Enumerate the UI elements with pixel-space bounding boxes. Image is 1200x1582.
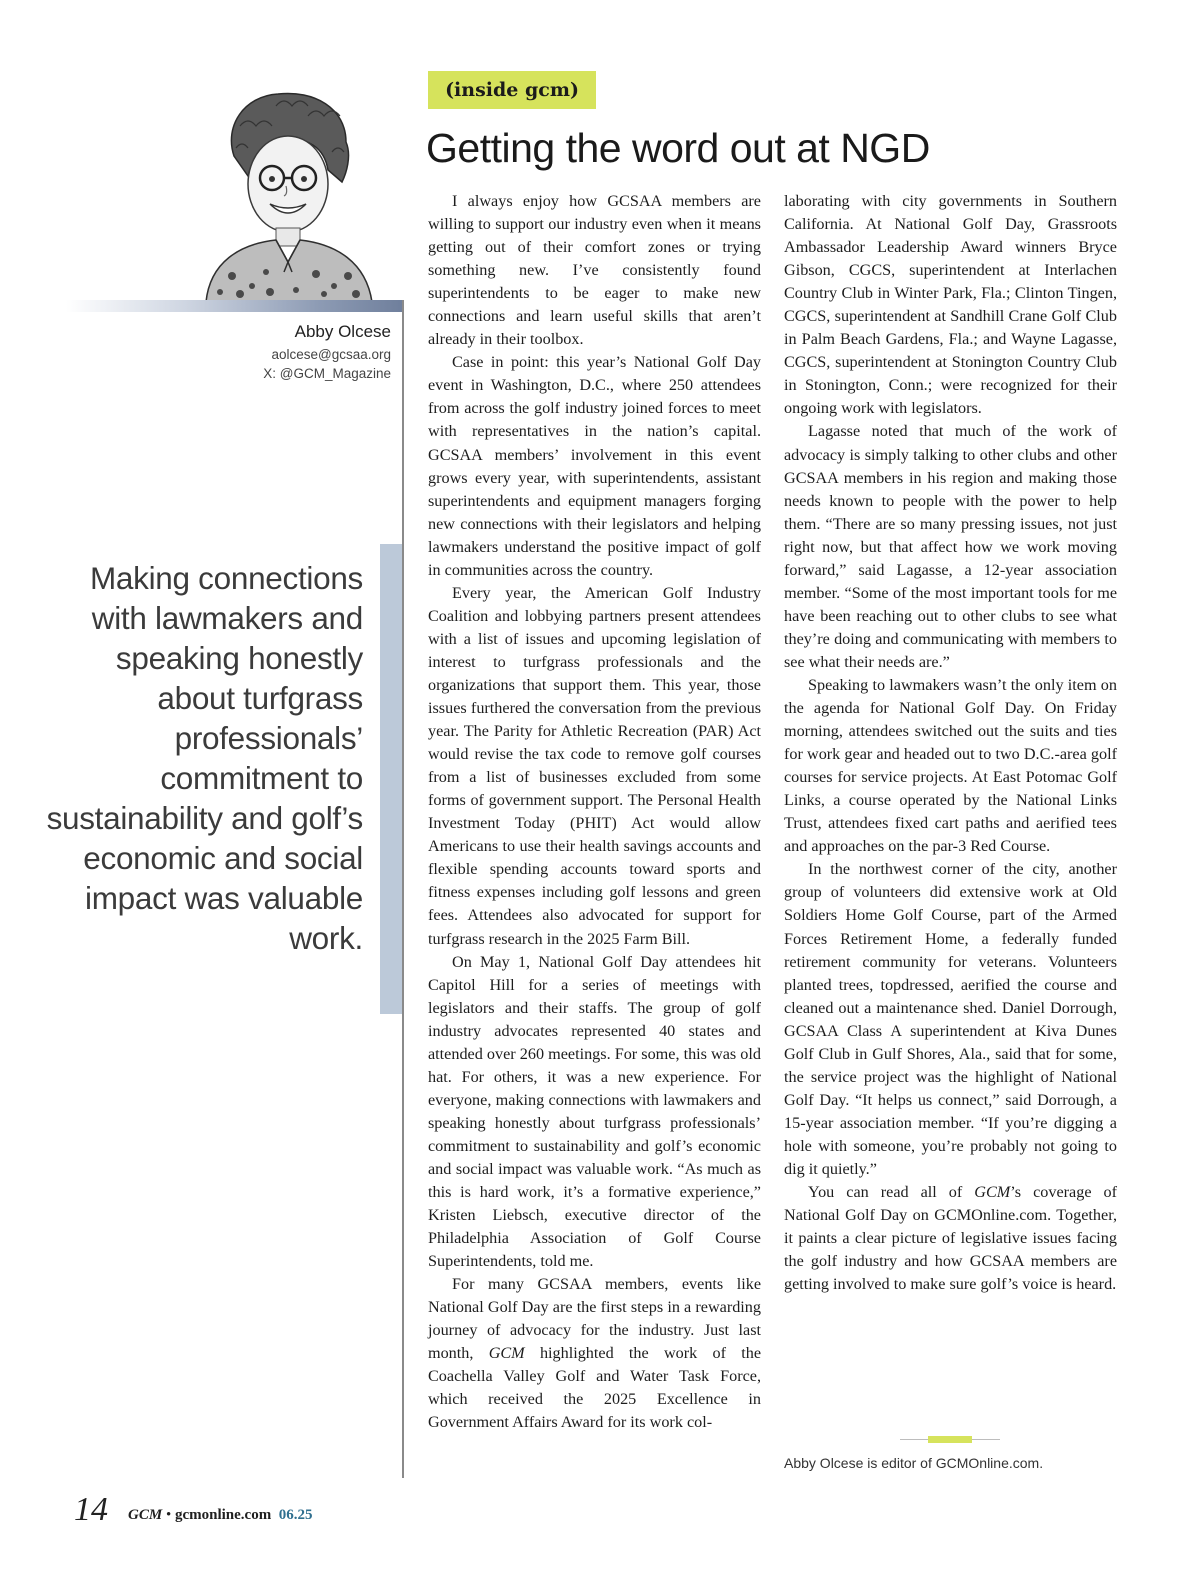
paragraph: I always enjoy how GCSAA members are willing to support our industry even when it means getting out of their comfort zones or trying something new. I’ve consistently found superintendents to be eager to make new connections and learn useful skills that aren’t already in their toolbox.	[428, 192, 761, 349]
paragraph: Every year, the American Golf Industry Coalition and lobbying partners present attendees with a list of issues and upcoming legislation of interest to turfgrass professionals and the organizations that support them. This year, those issues furthered the conversation from the previous year. The Parity for Athletic Recreation (PAR) Act would revise the tax code to remove golf courses from a list of businesses excluded from some forms of government support. The Personal Health Investment Today (PHIT) Act would allow Americans to use their health savings accounts and flexible spending accounts toward sports and fitness expenses including golf lessons and green fees. Attendees also advocated for support for turfgrass research in the 2025 Farm Bill.	[428, 583, 761, 948]
paragraph: Speaking to lawmakers wasn’t the only item on the agenda for National Golf Day. On Friday morning, attendees switched out the suits and ties for work gear and headed out to two D.C.-area golf courses for service projects. At East Potomac Golf Links, a course operated by the National Links Trust, attendees fixed cart paths and aerified tees and approaches on the par-3 Red Course.	[784, 675, 1117, 856]
magazine-name: GCM	[974, 1183, 1011, 1202]
headline: Getting the word out at NGD	[426, 125, 930, 171]
paragraph: Case in point: this year’s National Golf Day event in Washington, D.C., where 250 attendees from across the golf industry joined forces to meet with representatives in the nation’s capital. GCSAA members’ involvement in this event grows every year, with superintendents, assistant superintendents and equipment managers forging new connections with their legislators and helping lawmakers understand the positive impact of golf in communities across the country.	[428, 353, 761, 579]
author-email: aolcese@gcsaa.org	[271, 347, 391, 362]
pull-quote-bar	[380, 544, 402, 1014]
footer-issue: 06.25	[278, 1507, 313, 1523]
paragraph-text: For many GCSAA members, events like National Golf Day are the first steps in a rewarding journey of advocacy for the industry. Just last month,	[428, 1275, 761, 1363]
paragraph-text: highlighted the work of the Coachella Valley Golf and Water Task Force, which received the 2025 Excellence in Government Affairs Award for its work col-	[428, 1344, 762, 1432]
author-note: Abby Olcese is editor of GCMOnline.com.	[784, 1455, 1044, 1471]
footer-separator: •	[162, 1507, 175, 1523]
paragraph-text: ’s coverage of National Golf Day on GCMOnline.com. Together, it paints a clear picture of legislative issues facing the golf industry and how GCSAA members are getting involved to make sure golf’s voice is heard.	[784, 1183, 1117, 1294]
paragraph-text: You can read all of	[808, 1183, 963, 1202]
section-tag: (inside gcm)	[428, 71, 596, 109]
author-portrait	[196, 86, 380, 302]
author-name: Abby Olcese	[294, 322, 391, 341]
paragraph: On May 1, National Golf Day attendees hit Capitol Hill for a series of meetings with legislators and their staffs. The group of golf industry advocates represented 40 states and attended over 260 meetings. For some, this was old hat. For others, it was a new experience. For everyone, making connections with lawmakers and speaking honestly about turfgrass professionals’ commitment to sustainability and golf’s economic and social impact was valuable work. “As much as this is hard work, it’s a formative experience,” Kristen Liebsch, executive director of the Philadelphia Association of Golf Course Superintendents, told me.	[428, 952, 761, 1271]
article-column-1	[428, 190, 761, 1435]
column-divider	[402, 300, 404, 1478]
footer-website: gcmonline.com	[174, 1507, 272, 1523]
pull-quote: Making connections with lawmakers and speaking honestly about turfgrass professionals’ commitment to sustainability and golf’s economic and social impact was valuable work.	[46, 560, 363, 956]
paragraph	[428, 1273, 761, 1434]
paragraph: In the northwest corner of the city, another group of volunteers did extensive work at Old Soldiers Home Golf Course, part of the Armed Forces Retirement Home, a federally funded retirement community for veterans. Volunteers planted trees, topdressed, aerified the course and cleaned out a maintenance shed. Daniel Dorrough, GCSAA Class A superintendent at Kiva Dunes Golf Club in Gulf Shores, Ala., said that for some, the service project was the highlight of National Golf Day. “It helps us connect,” said Dorrough, a 15-year association member. “If you’re digging a hole with someone, you’re probably not going to dig it quietly.”	[784, 860, 1117, 1178]
magazine-name: GCM	[488, 1344, 525, 1363]
page-number: 14	[74, 1491, 108, 1528]
paragraph: Lagasse noted that much of the work of advocacy is simply talking to other clubs and other GCSAA members in his region and making those needs known to people with the power to help them. “There are so many pressing issues, not just right now, but that affect how we work moving forward,” said Lagasse, a 12-year association member. “Some of the most important tools for me have been reaching out to other clubs to see what they’re doing and communicating with members to see what their needs are.”	[784, 422, 1117, 671]
author-divider	[66, 300, 403, 312]
paragraph	[784, 1181, 1117, 1296]
author-x-handle: X: @GCM_Magazine	[263, 366, 391, 381]
footer-magazine: GCM	[128, 1507, 163, 1523]
paragraph: laborating with city governments in Southern California. At National Golf Day, Grassroots Ambassador Leadership Award winners Bryce Gibson, CGCS, superintendent at Interlachen Country Club in Winter Park, Fla.; Clinton Tingen, CGCS, superintendent at Sandhill Crane Golf Club in Palm Beach Gardens, Fla.; and Wayne Lagasse, CGCS, superintendent at Stonington Country Club in Stonington, Conn.; were recognized for their ongoing work with legislators.	[784, 192, 1117, 418]
end-ornament	[900, 1436, 1000, 1443]
footer-line	[128, 1505, 312, 1525]
article-column-2	[784, 190, 1117, 1296]
ornament-bar	[928, 1436, 972, 1443]
